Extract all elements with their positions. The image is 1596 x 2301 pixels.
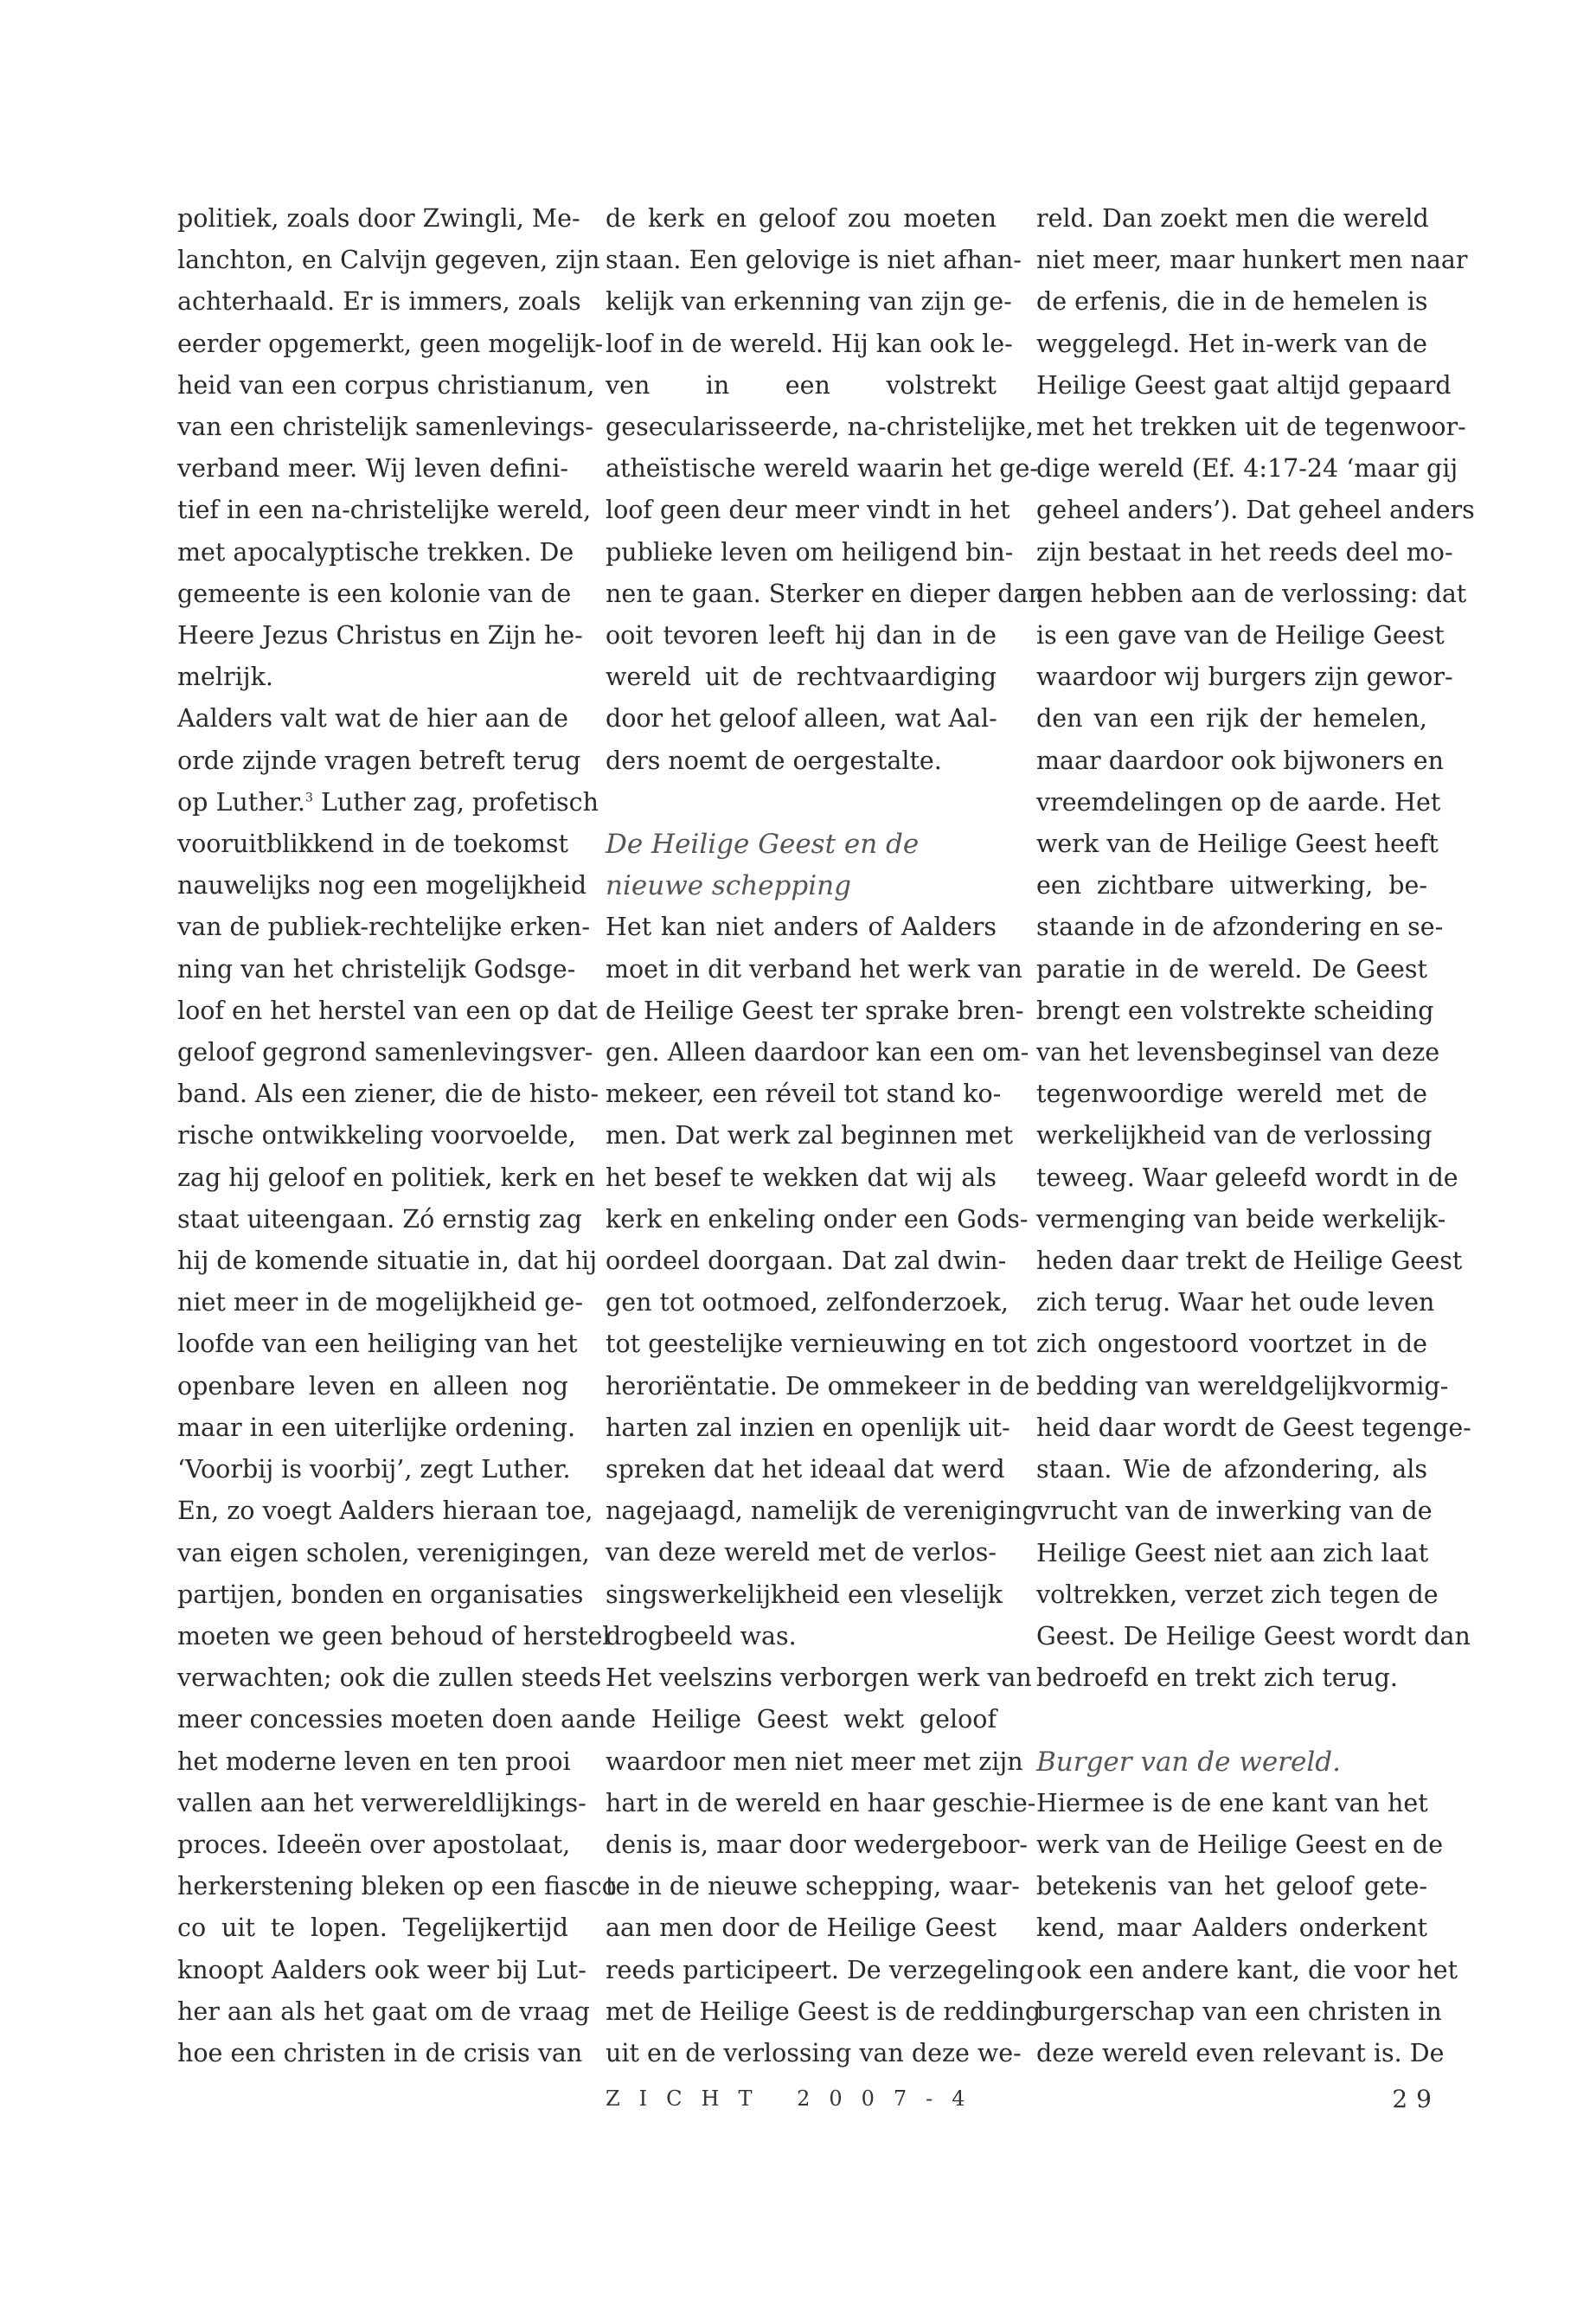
text-line: verwachten; ook die zullen steeds <box>177 1663 602 1693</box>
text-line: Het veelszins verborgen werk van <box>606 1663 1032 1693</box>
text-line: Hiermee is de ene kant van het <box>1036 1788 1428 1817</box>
text-line: paratie in de wereld. De Geest <box>1036 954 1427 984</box>
text-line: bedroefd en trekt zich terug. <box>1036 1663 1398 1693</box>
text-line: En, zo voegt Aalders hieraan toe, <box>177 1497 593 1526</box>
text-line: met de Heilige Geest is de redding <box>606 1997 1042 2026</box>
text-line: met apocalyptische trekken. De <box>177 537 574 567</box>
text-line: van het levensbeginsel van deze <box>1036 1038 1440 1067</box>
text-line: rische ontwikkeling voorvoelde, <box>177 1121 576 1150</box>
text-line: waardoor wij burgers zijn gewor- <box>1036 663 1453 692</box>
text-line: nen te gaan. Sterker en dieper dan <box>606 579 1044 608</box>
text-line: gesecularisseerde, na-christelijke, <box>606 413 1034 442</box>
section-heading: nieuwe schepping <box>606 870 851 902</box>
text-line: Heilige Geest niet aan zich laat <box>1036 1538 1429 1567</box>
page-number: 29 <box>1392 2085 1440 2113</box>
text-line: proces. Ideeën over apostolaat, <box>177 1830 571 1859</box>
text-fragment: Luther zag, profetisch <box>312 787 599 817</box>
text-line: loof geen deur meer vindt in het <box>606 496 1010 525</box>
text-line: teweeg. Waar geleefd wordt in de <box>1036 1163 1458 1192</box>
paragraph-gap <box>1036 1699 1427 1740</box>
text-line: vermenging van beide werkelijk- <box>1036 1204 1446 1234</box>
text-line: vooruitblikkend in de toekomst <box>177 830 568 859</box>
text-line: zich ongestoord voortzet in de <box>1036 1330 1427 1359</box>
text-line: gen hebben aan de verlossing: dat <box>1036 579 1467 608</box>
text-line: achterhaald. Er is immers, zoals <box>177 287 581 317</box>
text-line: nauwelijks nog een mogelijkheid <box>177 871 587 901</box>
text-line: drogbeeld was. <box>606 1621 797 1650</box>
text-line: met het trekken uit de tegenwoor- <box>1036 413 1466 442</box>
text-line: geheel anders’). Dat geheel anders <box>1036 496 1475 525</box>
text-line: burgerschap van een christen in <box>1036 1997 1442 2026</box>
text-line: atheïstische wereld waarin het ge- <box>606 454 1039 484</box>
text-line: harten zal inzien en openlijk uit- <box>606 1413 1010 1442</box>
text-line: tot geestelijke vernieuwing en tot <box>606 1330 1028 1359</box>
text-line: bedding van wereldgelijkvormig- <box>1036 1371 1449 1400</box>
text-column-2 <box>606 198 1044 2074</box>
text-line: co uit te lopen. Tegelijkertijd <box>177 1913 568 1943</box>
text-line: vreemdelingen op de aarde. Het <box>1036 787 1441 817</box>
text-line: is een gave van de Heilige Geest <box>1036 621 1445 651</box>
text-line: politiek, zoals door Zwingli, Me- <box>177 204 580 233</box>
text-line: werk van de Heilige Geest heeft <box>1036 830 1439 859</box>
text-line: singswerkelijkheid een vleselijk <box>606 1580 1003 1609</box>
text-line: vallen aan het verwereldlijkings- <box>177 1788 586 1817</box>
text-line: weggelegd. Het in-werk van de <box>1036 329 1427 358</box>
section-heading: Burger van de wereld. <box>1036 1746 1341 1778</box>
text-line: publieke leven om heiligend bin- <box>606 537 1014 567</box>
text-line: spreken dat het ideaal dat werd <box>606 1455 1005 1484</box>
text-line: Het kan niet anders of Aalders <box>606 913 997 942</box>
text-line: partijen, bonden en organisaties <box>177 1580 584 1609</box>
paragraph-gap <box>606 782 997 824</box>
text-line: nagejaagd, namelijk de vereniging <box>606 1497 1038 1526</box>
text-line: deze wereld even relevant is. De <box>1036 2038 1445 2067</box>
text-line: niet meer in de mogelijkheid ge- <box>177 1288 583 1317</box>
text-line: openbare leven en alleen nog <box>177 1371 568 1400</box>
text-line: zag hij geloof en politiek, kerk en <box>177 1163 595 1192</box>
text-line: denis is, maar door wedergeboor- <box>606 1830 1028 1859</box>
text-line: uit en de verlossing van deze we- <box>606 2038 1022 2067</box>
text-line: van een christelijk samenlevings- <box>177 413 593 442</box>
text-line: ning van het christelijk Godsge- <box>177 954 576 984</box>
text-line: staande in de afzondering en se- <box>1036 913 1444 942</box>
text-line: de Heilige Geest wekt geloof <box>606 1705 997 1734</box>
text-line: ‘Voorbij is voorbij’, zegt Luther. <box>177 1455 571 1484</box>
text-line: het moderne leven en ten prooi <box>177 1747 571 1776</box>
text-line: werk van de Heilige Geest en de <box>1036 1830 1444 1859</box>
text-line: Geest. De Heilige Geest wordt dan <box>1036 1621 1471 1650</box>
text-line: heid van een corpus christianum, <box>177 370 595 400</box>
text-line: zijn bestaat in het reeds deel mo- <box>1036 537 1453 567</box>
text-line: herkerstening bleken op een fiasco <box>177 1872 617 1901</box>
text-line: het besef te wekken dat wij als <box>606 1163 997 1192</box>
text-line: dige wereld (Ef. 4:17-24 ‘maar gij <box>1036 454 1458 484</box>
text-line: geloof gegrond samenlevingsver- <box>177 1038 593 1067</box>
text-line: waardoor men niet meer met zijn <box>606 1747 1023 1776</box>
text-column-3 <box>1036 198 1475 2074</box>
text-line: oordeel doorgaan. Dat zal dwin- <box>606 1247 1007 1276</box>
text-line: moet in dit verband het werk van <box>606 954 1022 984</box>
text-line: heden daar trekt de Heilige Geest <box>1036 1247 1463 1276</box>
text-line: tegenwoordige wereld met de <box>1036 1080 1427 1109</box>
text-line: maar daardoor ook bijwoners en <box>1036 746 1444 775</box>
text-line: staat uiteengaan. Zó ernstig zag <box>177 1204 582 1234</box>
text-line: de kerk en geloof zou moeten <box>606 204 997 233</box>
text-line: meer concessies moeten doen aan <box>177 1705 606 1734</box>
footnote-marker: 3 <box>304 791 313 805</box>
text-line: staan. Een gelovige is niet afhan- <box>606 246 1022 275</box>
text-line: hart in de wereld en haar geschie- <box>606 1788 1036 1817</box>
text-line: kend, maar Aalders onderkent <box>1036 1913 1427 1943</box>
journal-footer: ZICHT 2007-4 <box>606 2086 984 2111</box>
text-line: zich terug. Waar het oude leven <box>1036 1288 1435 1317</box>
text-line: maar in een uiterlijke ordening. <box>177 1413 576 1442</box>
text-line: Aalders valt wat de hier aan de <box>177 704 568 734</box>
text-line: ook een andere kant, die voor het <box>1036 1955 1458 1984</box>
text-line: her aan als het gaat om de vraag <box>177 1997 590 2026</box>
text-line: betekenis van het geloof gete- <box>1036 1872 1427 1901</box>
text-line: hoe een christen in de crisis van <box>177 2038 583 2067</box>
text-line: ven in een volstrekt <box>606 370 997 400</box>
text-line: lanchton, en Calvijn gegeven, zijn <box>177 246 600 275</box>
text-line: den van een rijk der hemelen, <box>1036 704 1427 734</box>
text-line: verband meer. Wij leven defini- <box>177 454 568 484</box>
text-line: men. Dat werk zal beginnen met <box>606 1121 1013 1150</box>
text-line: te in de nieuwe schepping, waar- <box>606 1872 1020 1901</box>
text-line: knoopt Aalders ook weer bij Lut- <box>177 1955 586 1984</box>
text-line: staan. Wie de afzondering, als <box>1036 1455 1427 1484</box>
text-line: Heilige Geest gaat altijd gepaard <box>1036 370 1452 400</box>
text-line: kerk en enkeling onder een Gods- <box>606 1204 1029 1234</box>
text-line: door het geloof alleen, wat Aal- <box>606 704 997 734</box>
text-line: melrijk. <box>177 663 273 692</box>
text-line: gen tot ootmoed, zelfonderzoek, <box>606 1288 1009 1317</box>
text-line: Heere Jezus Christus en Zijn he- <box>177 621 583 651</box>
text-line: tief in een na-christelijke wereld, <box>177 496 592 525</box>
text-line: loof en het herstel van een op dat <box>177 996 598 1025</box>
text-line: wereld uit de rechtvaardiging <box>606 663 997 692</box>
text-line: gen. Alleen daardoor kan een om- <box>606 1038 1029 1067</box>
text-line: mekeer, een réveil tot stand ko- <box>606 1080 1002 1109</box>
text-line: moeten we geen behoud of herstel <box>177 1621 611 1650</box>
text-line: van de publiek-rechtelijke erken- <box>177 913 591 942</box>
section-heading: De Heilige Geest en de <box>606 829 920 861</box>
text-line: ooit tevoren leeft hij dan in de <box>606 621 997 651</box>
text-line: van eigen scholen, verenigingen, <box>177 1538 590 1567</box>
text-line: aan men door de Heilige Geest <box>606 1913 997 1943</box>
text-line <box>177 782 599 824</box>
text-line: niet meer, maar hunkert men naar <box>1036 246 1468 275</box>
text-line: gemeente is een kolonie van de <box>177 579 572 608</box>
text-line: werkelijkheid van de verlossing <box>1036 1121 1433 1150</box>
text-line: hij de komende situatie in, dat hij <box>177 1247 598 1276</box>
text-line: heroriëntatie. De ommekeer in de <box>606 1371 1030 1400</box>
text-line: loof in de wereld. Hij kan ook le- <box>606 329 1013 358</box>
text-line: reld. Dan zoekt men die wereld <box>1036 204 1429 233</box>
text-line: reeds participeert. De verzegeling <box>606 1955 1035 1984</box>
text-line: van deze wereld met de verlos- <box>606 1538 997 1567</box>
text-line: kelijk van erkenning van zijn ge- <box>606 287 1012 317</box>
text-line: een zichtbare uitwerking, be- <box>1036 871 1427 901</box>
text-line: voltrekken, verzet zich tegen de <box>1036 1580 1439 1609</box>
text-line: orde zijnde vragen betreft terug <box>177 746 581 775</box>
text-line: loofde van een heiliging van het <box>177 1330 578 1359</box>
text-line: band. Als een ziener, die de histo- <box>177 1080 599 1109</box>
text-line: eerder opgemerkt, geen mogelijk- <box>177 329 604 358</box>
text-line: de Heilige Geest ter sprake bren- <box>606 996 1024 1025</box>
text-line: heid daar wordt de Geest tegenge- <box>1036 1413 1471 1442</box>
text-fragment: op Luther. <box>177 787 305 817</box>
text-line: vrucht van de inwerking van de <box>1036 1497 1433 1526</box>
text-line: brengt een volstrekte scheiding <box>1036 996 1434 1025</box>
text-line: ders noemt de oergestalte. <box>606 746 942 775</box>
text-column-1 <box>177 198 617 2074</box>
text-line: de erfenis, die in de hemelen is <box>1036 287 1428 317</box>
